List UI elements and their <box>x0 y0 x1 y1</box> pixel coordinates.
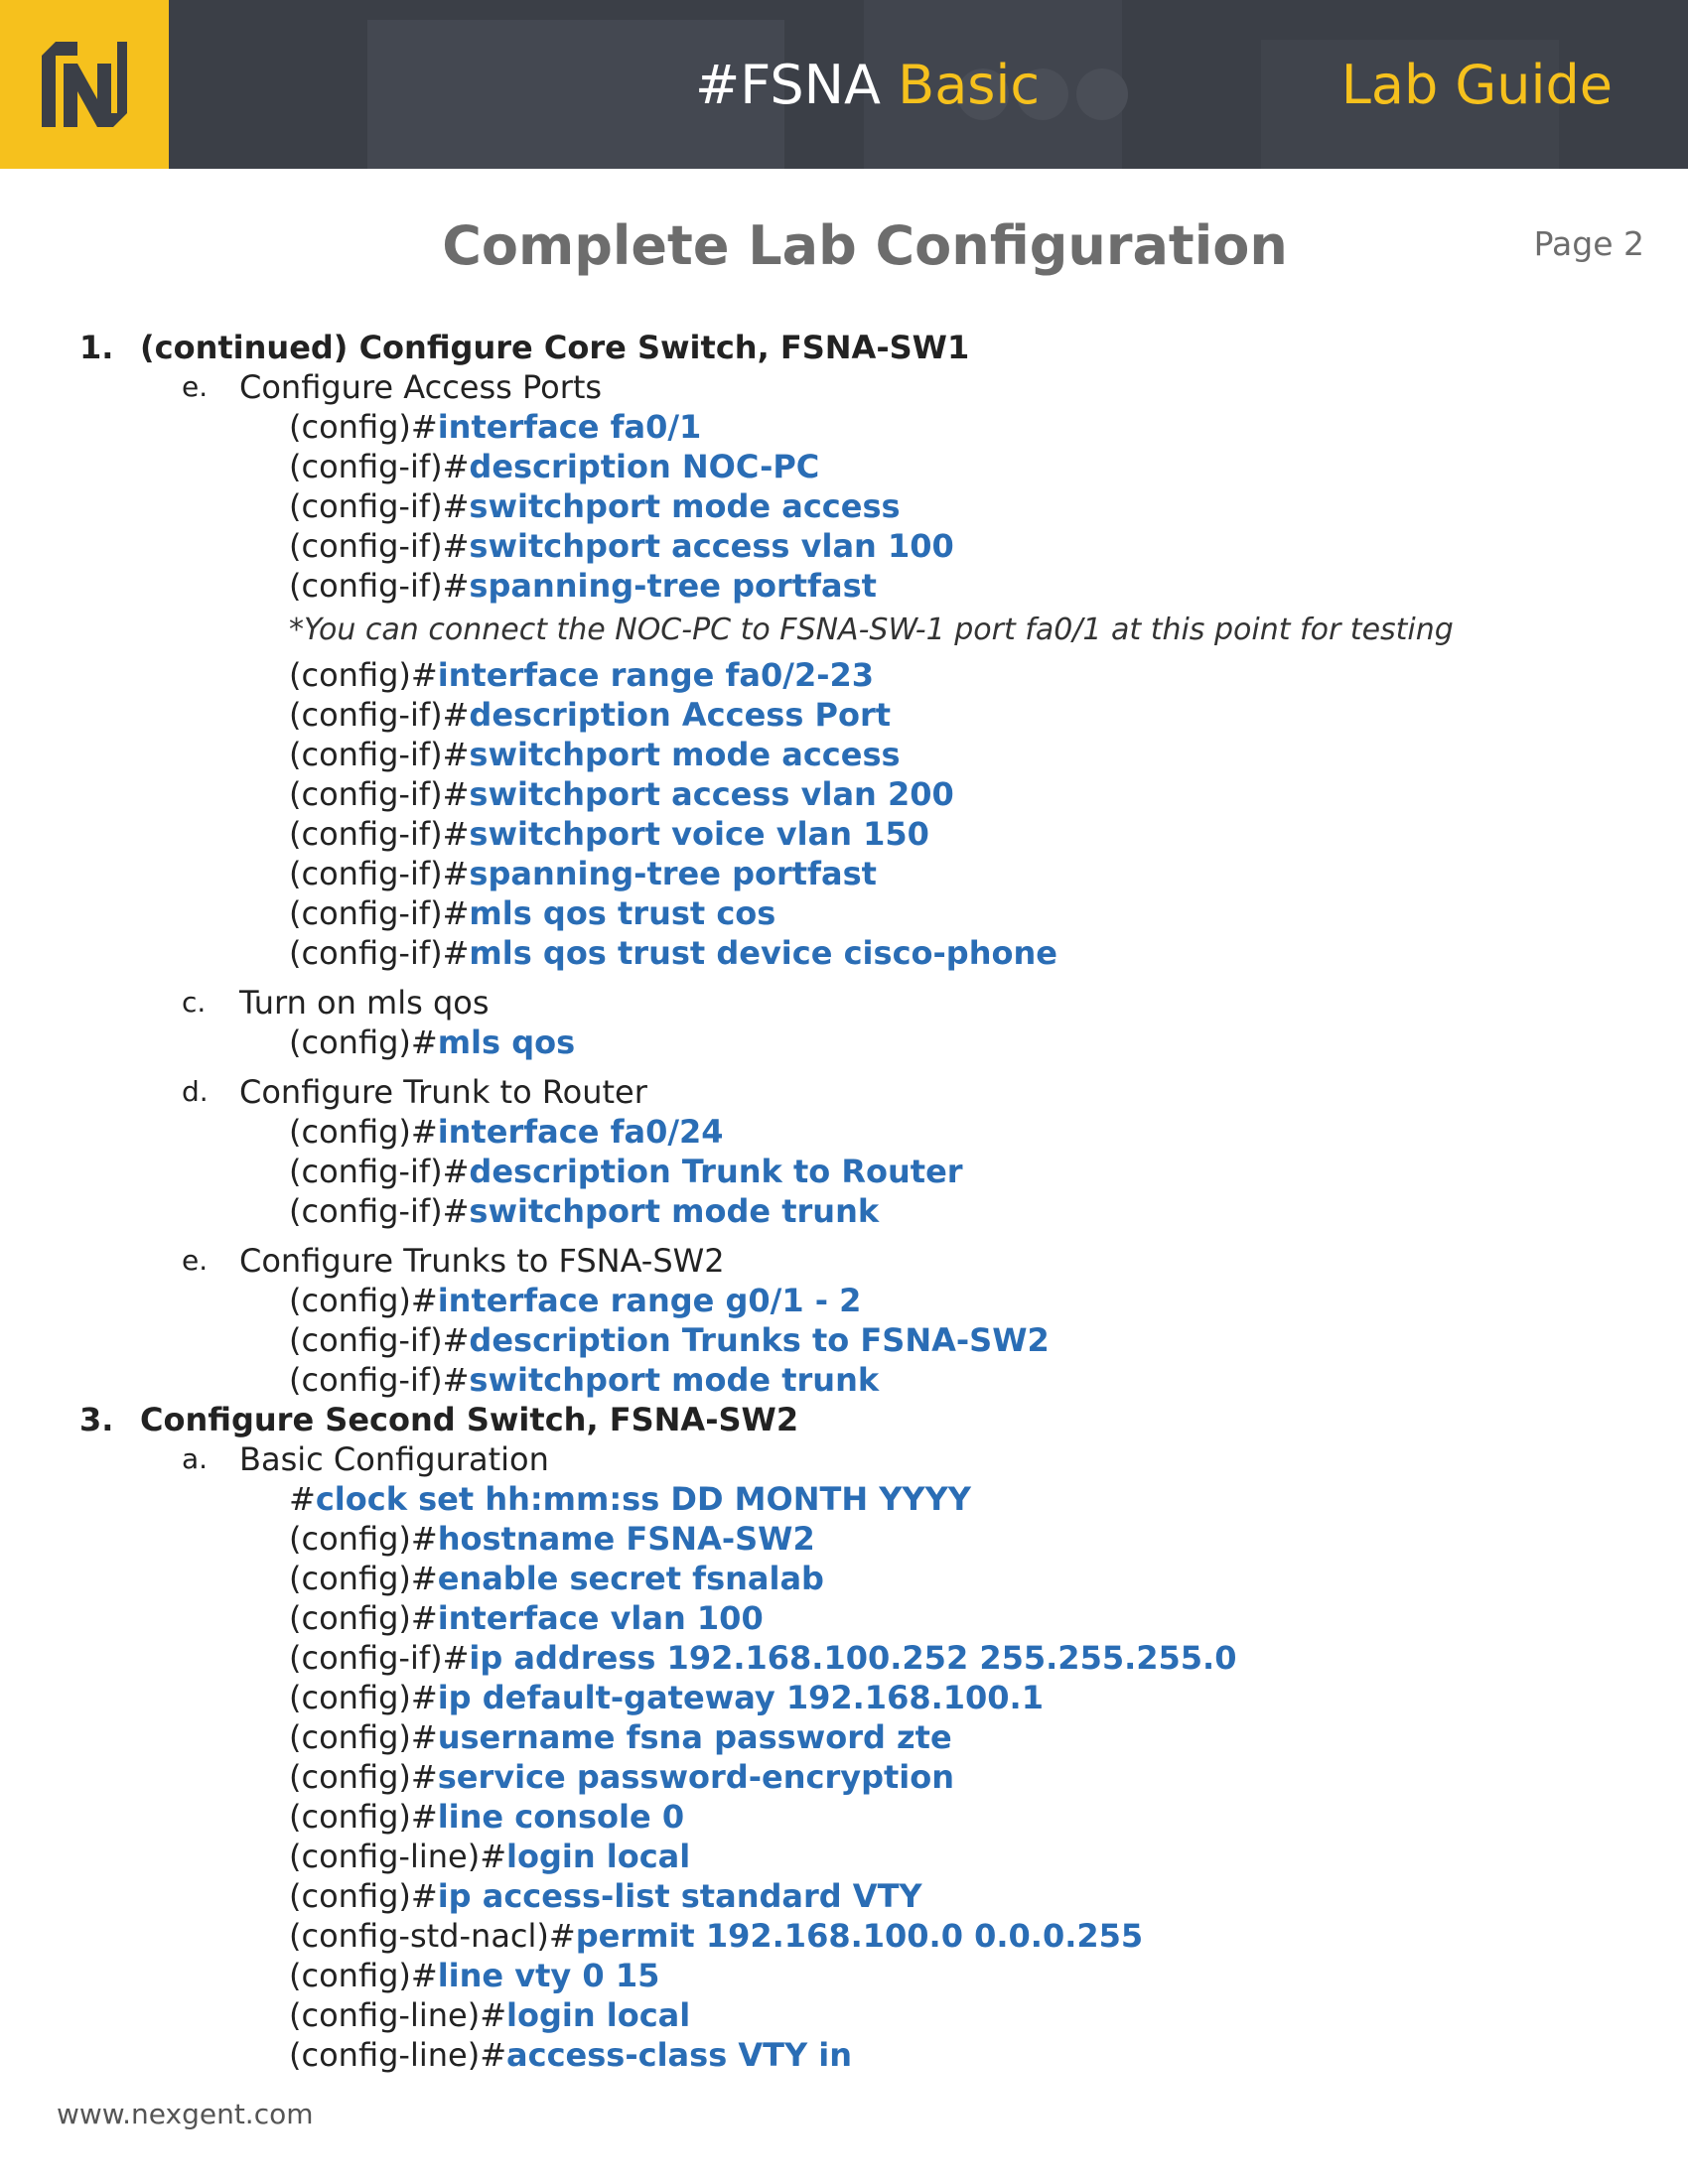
cli-command: switchport mode access <box>469 736 901 773</box>
header-title-suffix: Basic <box>898 54 1041 116</box>
command-line <box>0 893 1688 933</box>
cli-prompt: (config-line)# <box>289 1996 506 2034</box>
cli-prompt: (config-if)# <box>289 934 470 972</box>
cli-command: line vty 0 15 <box>437 1957 660 1994</box>
page-title: Complete Lab Configuration <box>442 214 1288 277</box>
header-title <box>695 52 1040 119</box>
cli-command: interface fa0/24 <box>437 1113 724 1151</box>
command-line <box>0 1717 1688 1757</box>
command-line <box>0 1191 1688 1231</box>
cli-prompt: (config-if)# <box>289 567 470 605</box>
cli-command: ip default-gateway 192.168.100.1 <box>437 1679 1044 1716</box>
step-heading <box>0 1241 1688 1281</box>
cli-prompt: (config)# <box>289 1679 438 1716</box>
cli-command: login local <box>506 1838 691 1875</box>
cli-command: switchport mode access <box>469 487 901 525</box>
section-heading <box>0 328 1688 367</box>
header-title-prefix: #FSNA <box>695 54 881 116</box>
cli-prompt: (config-if)# <box>289 1361 470 1399</box>
lab-content <box>0 328 1688 2075</box>
cli-prompt: (config)# <box>289 1282 438 1319</box>
cli-prompt: (config)# <box>289 1560 438 1597</box>
command-line <box>0 486 1688 526</box>
command-line <box>0 1916 1688 1956</box>
command-line <box>0 447 1688 486</box>
cli-command: enable secret fsnalab <box>437 1560 824 1597</box>
command-line <box>0 1281 1688 1320</box>
cli-prompt: (config)# <box>289 1520 438 1558</box>
cli-command: login local <box>506 1996 691 2034</box>
page-number: Page 2 <box>1533 224 1644 263</box>
command-line <box>0 1023 1688 1062</box>
command-line <box>0 695 1688 735</box>
header-lab-guide: Lab Guide <box>1340 54 1613 116</box>
cli-prompt: (config-if)# <box>289 487 470 525</box>
command-line <box>0 1995 1688 2035</box>
cli-prompt: (config-if)# <box>289 1321 470 1359</box>
cli-command: ip address 192.168.100.252 255.255.255.0 <box>469 1639 1237 1677</box>
command-line <box>0 1152 1688 1191</box>
page-header <box>0 0 1688 169</box>
command-line <box>0 1956 1688 1995</box>
step-letter: a. <box>182 1442 209 1475</box>
cli-command: interface range fa0/2-23 <box>437 656 875 694</box>
cli-prompt: (config)# <box>289 1877 438 1915</box>
command-line <box>0 1757 1688 1797</box>
command-line <box>0 1360 1688 1400</box>
cli-command: switchport access vlan 100 <box>469 527 954 565</box>
cli-command: spanning-tree portfast <box>469 855 877 892</box>
section-heading <box>0 1400 1688 1439</box>
cli-command: mls qos <box>437 1024 576 1061</box>
cli-prompt: (config)# <box>289 1024 438 1061</box>
cli-command: permit 192.168.100.0 0.0.0.255 <box>575 1917 1144 1955</box>
cli-command: mls qos trust device cisco-phone <box>469 934 1057 972</box>
command-line <box>0 1638 1688 1678</box>
step-letter: d. <box>182 1075 209 1108</box>
command-line <box>0 1479 1688 1519</box>
cli-command: mls qos trust cos <box>469 894 776 932</box>
command-line <box>0 1837 1688 1876</box>
cli-prompt: (config-if)# <box>289 1639 470 1677</box>
command-line <box>0 1678 1688 1717</box>
step-letter: e. <box>182 370 209 403</box>
step-label: Configure Trunk to Router <box>239 1073 647 1111</box>
cli-prompt: (config)# <box>289 1599 438 1637</box>
command-line <box>0 526 1688 566</box>
cli-prompt: (config-if)# <box>289 736 470 773</box>
cli-prompt: (config)# <box>289 1957 438 1994</box>
command-line <box>0 2035 1688 2075</box>
command-line <box>0 1559 1688 1598</box>
cli-command: switchport mode trunk <box>469 1192 880 1230</box>
command-line <box>0 854 1688 893</box>
command-line <box>0 566 1688 606</box>
cli-command: line console 0 <box>437 1798 685 1836</box>
step-letter: c. <box>182 986 207 1019</box>
cli-prompt: (config-if)# <box>289 448 470 485</box>
cli-prompt: (config-line)# <box>289 2036 506 2074</box>
command-line <box>0 1320 1688 1360</box>
cli-command: description Access Port <box>469 696 892 734</box>
cli-command: clock set hh:mm:ss DD MONTH YYYY <box>315 1480 971 1518</box>
command-line <box>0 814 1688 854</box>
cli-command: spanning-tree portfast <box>469 567 877 605</box>
cli-prompt: (config)# <box>289 408 438 446</box>
cli-command: hostname FSNA-SW2 <box>437 1520 815 1558</box>
command-line <box>0 933 1688 973</box>
cli-prompt: (config-line)# <box>289 1838 506 1875</box>
section-number: 1. <box>79 329 114 366</box>
cli-prompt: (config-if)# <box>289 527 470 565</box>
command-line <box>0 1797 1688 1837</box>
cli-command: username fsna password zte <box>437 1718 952 1756</box>
step-label: Configure Trunks to FSNA-SW2 <box>239 1242 725 1280</box>
cli-prompt: (config-if)# <box>289 894 470 932</box>
step-heading <box>0 983 1688 1023</box>
cli-command: switchport mode trunk <box>469 1361 880 1399</box>
testing-note: *You can connect the NOC-PC to FSNA-SW-1 port fa0/1 at this point for testing <box>289 613 1454 647</box>
command-line <box>0 774 1688 814</box>
step-label: Basic Configuration <box>239 1440 549 1478</box>
section-number: 3. <box>79 1401 114 1438</box>
cli-prompt: (config)# <box>289 1718 438 1756</box>
cli-command: interface fa0/1 <box>437 408 702 446</box>
cli-command: switchport access vlan 200 <box>469 775 954 813</box>
cli-prompt: (config)# <box>289 1113 438 1151</box>
cli-command: description NOC-PC <box>469 448 820 485</box>
command-line <box>0 655 1688 695</box>
cli-command: interface vlan 100 <box>437 1599 764 1637</box>
cli-command: interface range g0/1 - 2 <box>437 1282 862 1319</box>
step-letter: e. <box>182 1244 209 1277</box>
footer-website[interactable]: www.nexgent.com <box>57 2098 314 2130</box>
command-line <box>0 1598 1688 1638</box>
cli-prompt: (config-if)# <box>289 696 470 734</box>
step-heading <box>0 1439 1688 1479</box>
cli-prompt: (config)# <box>289 656 438 694</box>
step-heading <box>0 1072 1688 1112</box>
logo-tile <box>0 0 169 169</box>
cli-command: service password-encryption <box>437 1758 955 1796</box>
cli-prompt: (config-if)# <box>289 1153 470 1190</box>
cli-prompt: (config-if)# <box>289 855 470 892</box>
command-line <box>0 1112 1688 1152</box>
command-line <box>0 1519 1688 1559</box>
cli-prompt: (config-std-nacl)# <box>289 1917 576 1955</box>
cli-command: access-class VTY in <box>506 2036 853 2074</box>
cli-command: switchport voice vlan 150 <box>469 815 929 853</box>
section-title: (continued) Configure Core Switch, FSNA-SW1 <box>140 329 970 366</box>
cli-prompt: (config-if)# <box>289 775 470 813</box>
command-line <box>0 1876 1688 1916</box>
cli-prompt: # <box>289 1480 316 1518</box>
step-label: Configure Access Ports <box>239 368 603 406</box>
cli-prompt: (config)# <box>289 1798 438 1836</box>
nexgent-logo-icon <box>38 38 131 131</box>
command-line <box>0 407 1688 447</box>
step-heading <box>0 367 1688 407</box>
cli-prompt: (config-if)# <box>289 1192 470 1230</box>
cli-command: ip access-list standard VTY <box>437 1877 922 1915</box>
command-line <box>0 735 1688 774</box>
cli-prompt: (config)# <box>289 1758 438 1796</box>
step-label: Turn on mls qos <box>239 984 490 1022</box>
cli-command: description Trunks to FSNA-SW2 <box>469 1321 1050 1359</box>
cli-prompt: (config-if)# <box>289 815 470 853</box>
cli-command: description Trunk to Router <box>469 1153 963 1190</box>
section-title: Configure Second Switch, FSNA-SW2 <box>140 1401 799 1438</box>
